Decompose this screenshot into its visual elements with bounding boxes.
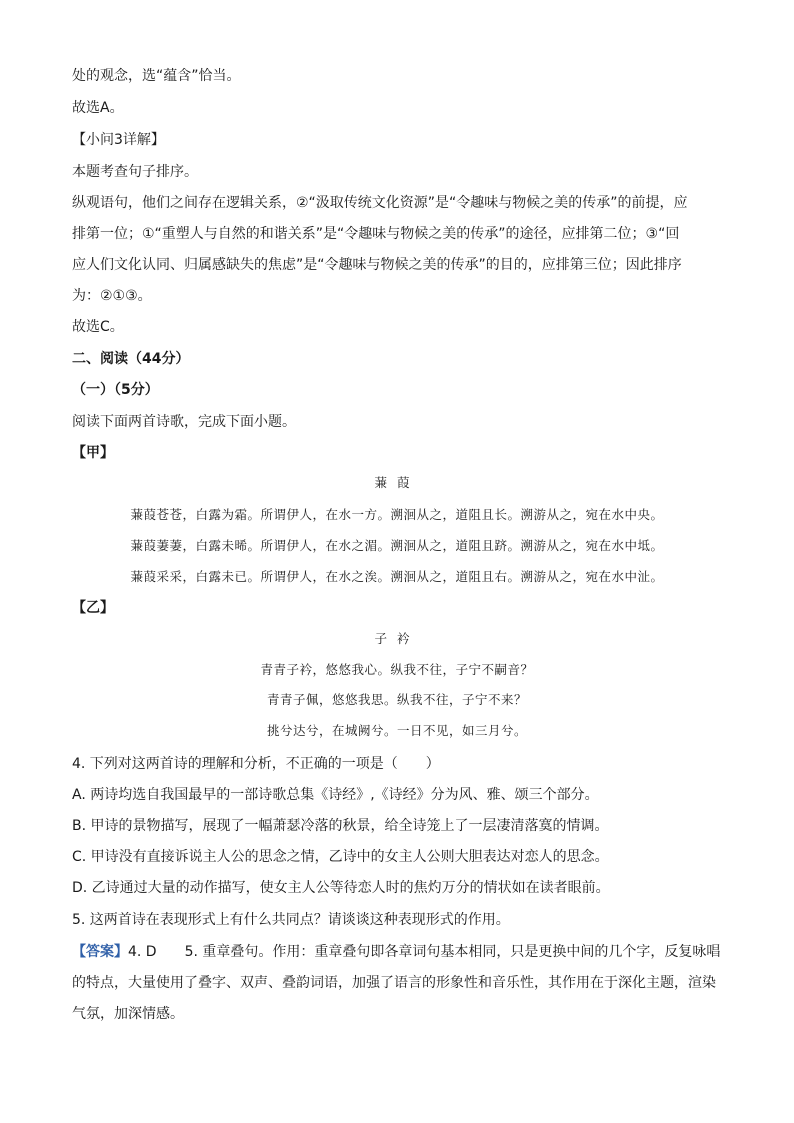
poem-line: 青青子衿，悠悠我心。纵我不往，子宁不嗣音？ [260, 662, 534, 677]
label-yi: 【乙】 [72, 600, 114, 616]
text-line: 应人们文化认同、归属感缺失的焦虑”是“令趣味与物候之美的传承”的目的，应排第三位；因此排序 [72, 257, 682, 273]
text-line: 纵观语句，他们之间存在逻辑关系，②“汲取传统文化资源”是“令趣味与物候之美的传承”的前提，应 [72, 195, 688, 211]
section-heading: 二、阅读（44分） [72, 351, 190, 367]
poem-title: 蒹葭 [374, 475, 420, 490]
option-c: C. 甲诗没有直接诉说主人公的思念之情，乙诗中的女主人公则大胆表达对恋人的思念。 [72, 849, 609, 865]
answer-tag: 【答案】 [72, 944, 128, 960]
poem-line: 蒹葭萋萋，白露未晞。所谓伊人，在水之湄。溯洄从之，道阻且跻。溯游从之，宛在水中坻。 [130, 538, 664, 553]
poem-line: 青青子佩，悠悠我思。纵我不往，子宁不来？ [266, 692, 527, 707]
answer-line: 的特点，大量使用了叠字、双声、叠韵词语，加强了语言的形象性和音乐性，其作用在于深化主题，渲染 [72, 975, 716, 991]
text-line: 故选A。 [72, 100, 124, 116]
text-line: 处的观念，选“蕴含”恰当。 [72, 68, 241, 84]
text-line: 本题考查句子排序。 [72, 164, 198, 180]
poem-line: 蒹葭采采，白露未已。所谓伊人，在水之涘。溯洄从之，道阻且右。溯游从之，宛在水中沚。 [130, 569, 664, 584]
subheading-q3: 【小问3详解】 [72, 132, 165, 148]
option-b: B. 甲诗的景物描写，展现了一幅萧瑟冷落的秋景，给全诗笼上了一层凄清落寞的情调。 [72, 818, 609, 834]
label-jia: 【甲】 [72, 445, 114, 461]
option-d: D. 乙诗通过大量的动作描写，使女主人公等待恋人时的焦灼万分的情状如在读者眼前。 [72, 880, 610, 896]
question-stem: 5. 这两首诗在表现形式上有什么共同点？请谈谈这种表现形式的作用。 [72, 912, 510, 928]
option-a: A. 两诗均选自我国最早的一部诗歌总集《诗经》,《诗经》分为风、雅、颂三个部分。 [72, 787, 599, 803]
text-line: 为：②①③。 [72, 288, 152, 304]
answer-line [72, 942, 720, 962]
poem-title: 子衿 [374, 631, 420, 646]
poem-line: 蒹葭苍苍，白露为霜。所谓伊人，在水一方。溯洄从之，道阻且长。溯游从之，宛在水中央。 [130, 507, 664, 522]
question-stem: 4. 下列对这两首诗的理解和分析，不正确的一项是（ ） [72, 756, 440, 772]
subsection-heading: （一）（5分） [72, 382, 159, 398]
answer-q4: 4. D [128, 944, 157, 960]
text-line: 故选C。 [72, 319, 124, 335]
answer-q5: 5. 重章叠句。作用：重章叠句即各章词句基本相同，只是更换中间的几个字，反复咏唱 [184, 944, 721, 960]
poem-line: 挑兮达兮，在城阙兮。一日不见，如三月兮。 [266, 723, 527, 738]
answer-line: 气氛，加深情感。 [72, 1006, 184, 1022]
text-line: 排第一位；①“重塑人与自然的和谐关系”是“令趣味与物候之美的传承”的途径，应排第二位；③“回 [72, 226, 680, 242]
instruction-text: 阅读下面两首诗歌，完成下面小题。 [72, 414, 296, 430]
